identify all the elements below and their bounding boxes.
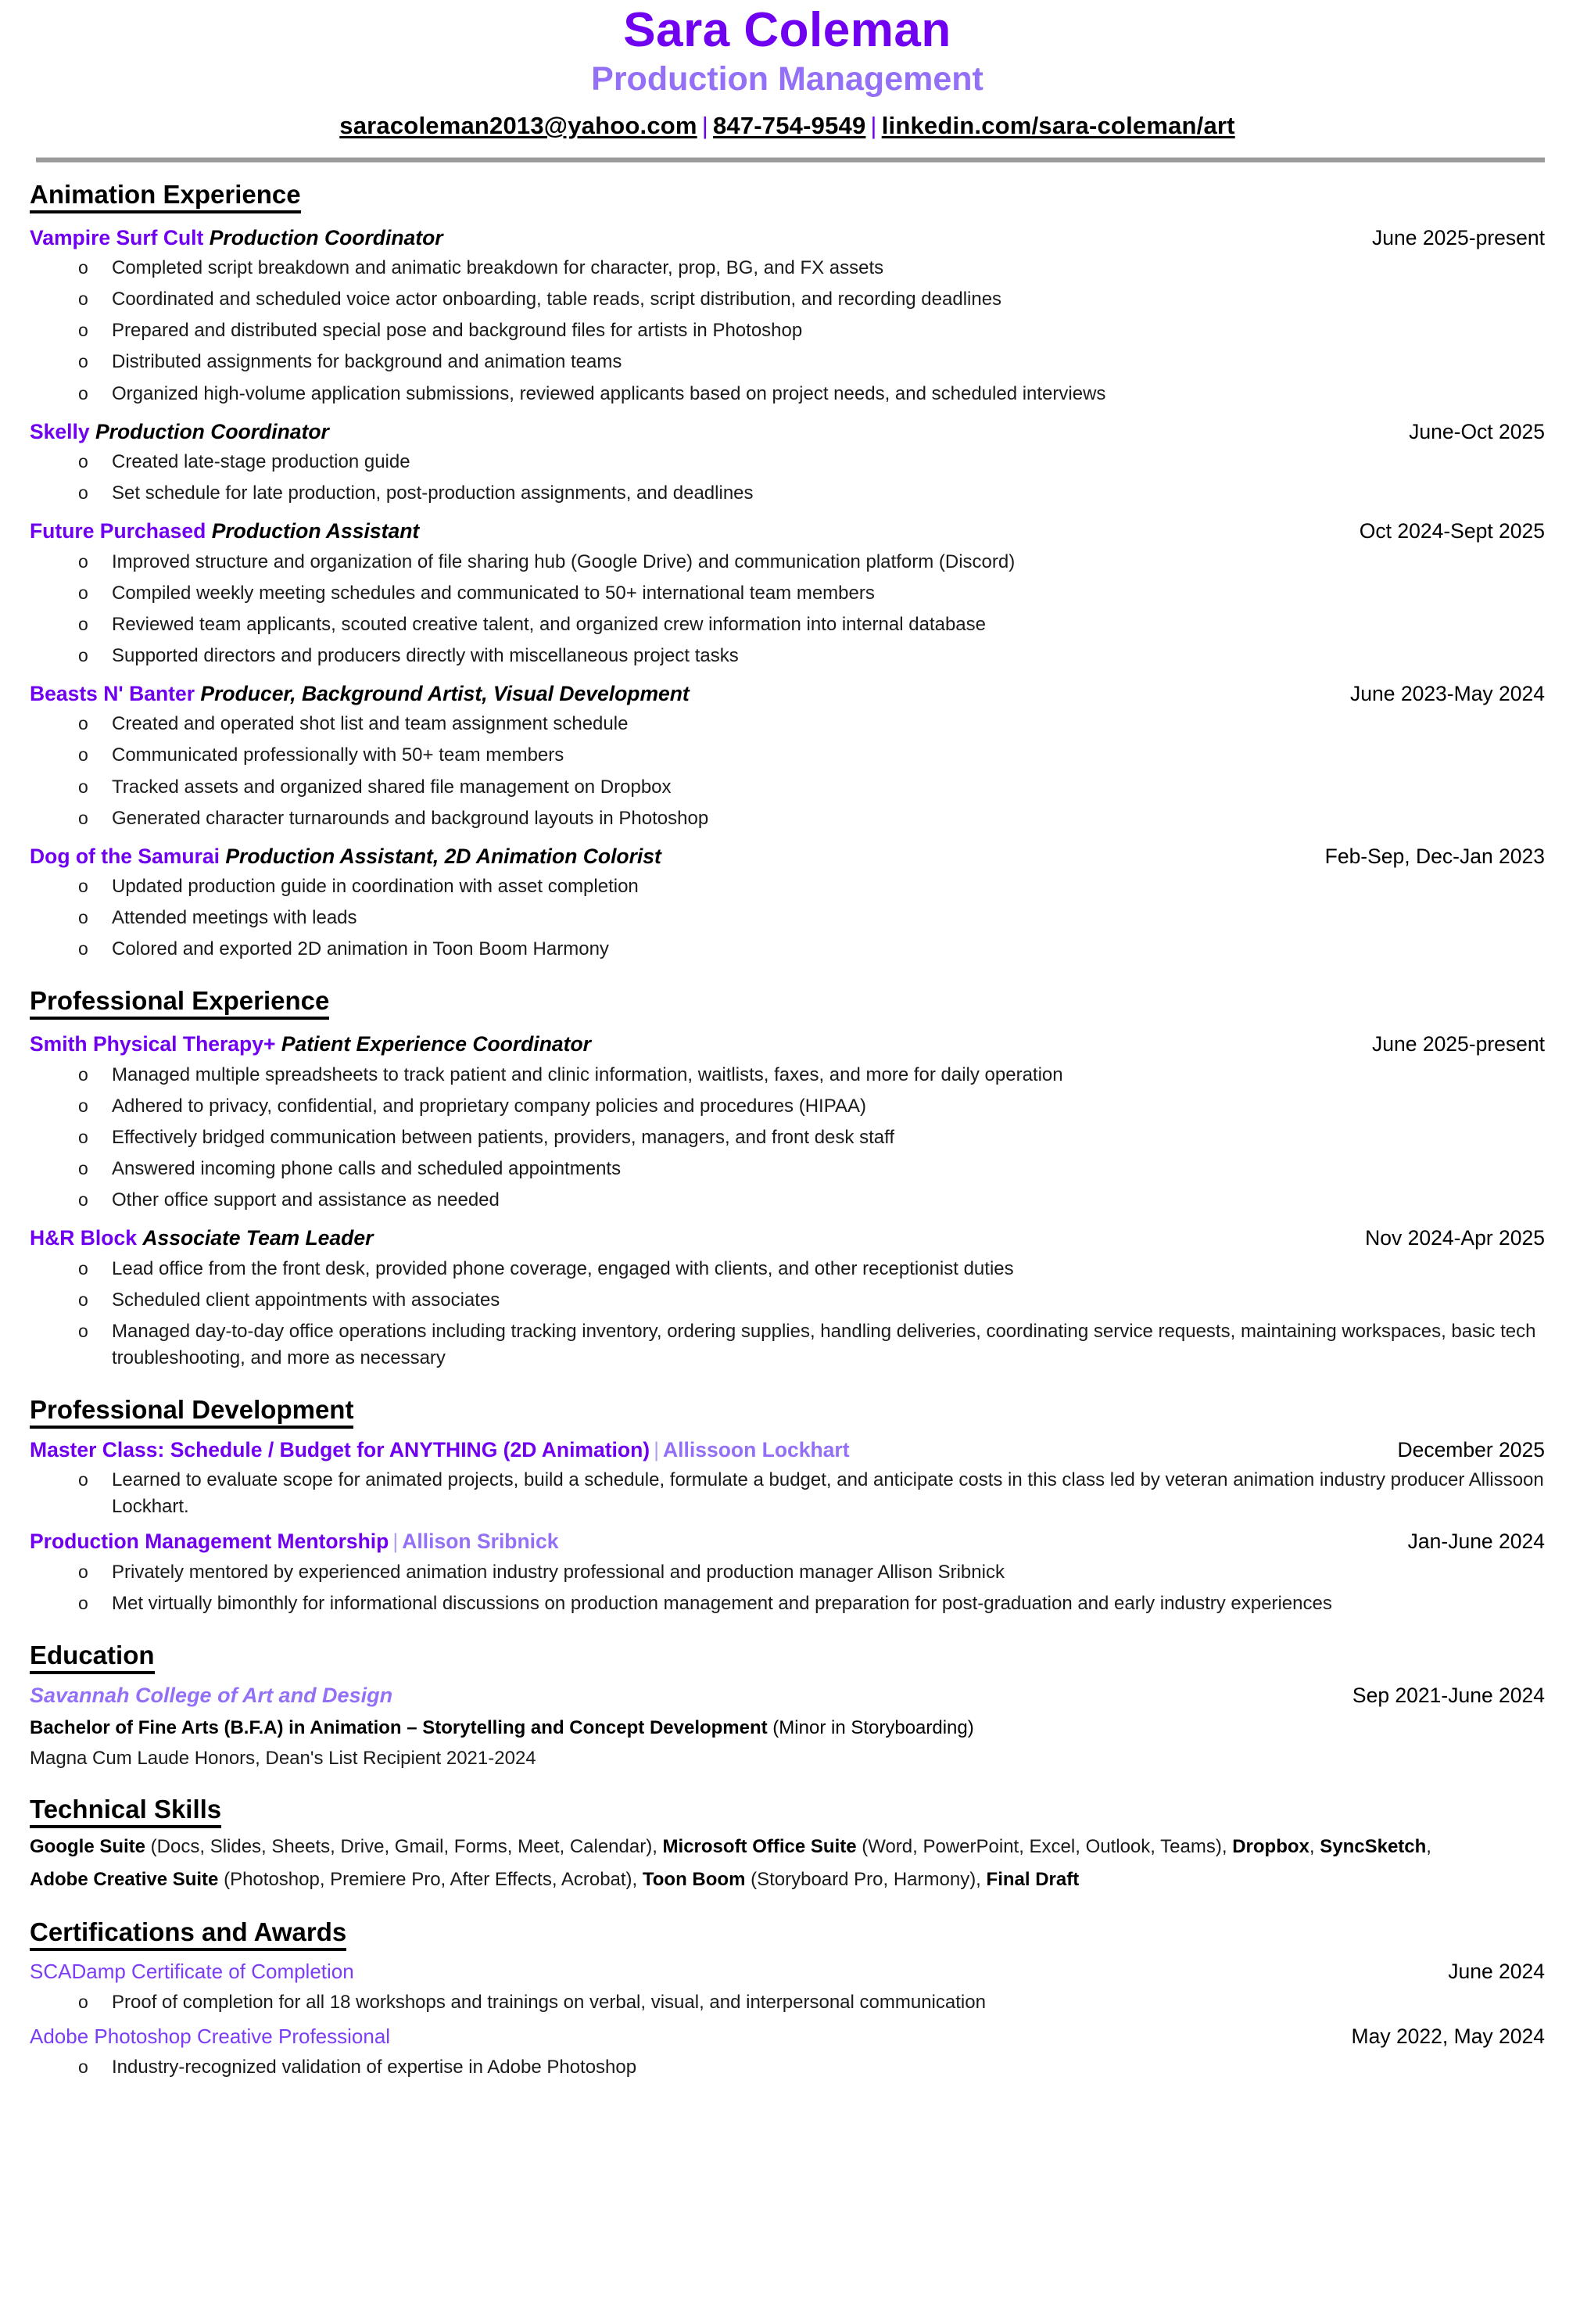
entry-date: June 2025-present — [1372, 1032, 1545, 1056]
entry-header — [30, 418, 1545, 445]
skill-group-name: Final Draft — [986, 1869, 1080, 1891]
list-item: o Communicated professionally with 50+ team members — [30, 742, 1545, 769]
bullet-list — [30, 873, 1545, 963]
list-item: o Colored and exported 2D animation in Toon Boom Harmony — [30, 936, 1545, 963]
list-item: o Organized high-volume application submissions, reviewed applicants based on project needs, and scheduled interviews — [30, 381, 1545, 407]
list-item: o Privately mentored by experienced animation industry professional and production manager Allison Sribnick — [30, 1559, 1545, 1586]
linkedin-link[interactable]: linkedin.com/sara-coleman/art — [881, 111, 1235, 139]
bullet-list — [30, 1989, 1545, 2016]
entry-title-line — [30, 224, 443, 251]
entry-header — [30, 1528, 1545, 1555]
entry-title-line — [30, 680, 690, 707]
section-education — [30, 1641, 1545, 1771]
entry-title-line — [30, 1225, 373, 1251]
list-item: o Industry-recognized validation of expertise in Adobe Photoshop — [30, 2054, 1545, 2081]
entry-header — [30, 2024, 1545, 2050]
list-item: o Completed script breakdown and animatic breakdown for character, prop, BG, and FX assets — [30, 255, 1545, 282]
list-item: o Learned to evaluate scope for animated projects, build a schedule, formulate a budget, and anticipate costs in this class led by veteran animation industry producer Allissoon Lockhart. — [30, 1467, 1545, 1520]
entry-header — [30, 843, 1545, 870]
separator-pipe: | — [654, 1437, 660, 1461]
entry-header — [30, 1436, 1545, 1463]
skill-detail: (Word, PowerPoint, Excel, Outlook, Teams), — [856, 1836, 1233, 1858]
entry-date: Sep 2021-June 2024 — [1352, 1683, 1545, 1707]
development-entry — [30, 1528, 1545, 1617]
header-divider — [36, 157, 1545, 163]
list-item: o Tracked assets and organized shared file management on Dropbox — [30, 774, 1545, 801]
development-entry — [30, 1436, 1545, 1521]
section-heading: Animation Experience — [30, 180, 301, 213]
organization-name: Vampire Surf Cult — [30, 225, 204, 249]
list-item: o Other office support and assistance as needed — [30, 1187, 1545, 1214]
degree-title: Bachelor of Fine Arts (B.F.A) in Animation – Storytelling and Concept Development — [30, 1717, 768, 1739]
entry-title-line — [30, 1528, 559, 1555]
list-item: o Supported directors and producers directly with miscellaneous project tasks — [30, 643, 1545, 669]
skill-group-name: SyncSketch — [1320, 1836, 1427, 1858]
skill-group-name: Adobe Creative Suite — [30, 1869, 219, 1891]
skill-detail: (Storyboard Pro, Harmony), — [745, 1869, 987, 1891]
professional-subtitle: Production Management — [591, 60, 983, 99]
section-heading: Education — [30, 1641, 155, 1674]
entry-title-line — [30, 843, 661, 870]
list-item: o Answered incoming phone calls and scheduled appointments — [30, 1156, 1545, 1182]
entry-date: May 2022, May 2024 — [1351, 2024, 1545, 2048]
entry-header — [30, 1031, 1545, 1057]
list-item: o Created and operated shot list and team assignment schedule — [30, 711, 1545, 737]
list-item: o Created late-stage production guide — [30, 449, 1545, 475]
section-professional-experience — [30, 986, 1545, 1372]
skill-detail: (Photoshop, Premiere Pro, After Effects, Acrobat), — [218, 1869, 643, 1891]
entry-header — [30, 1959, 1545, 1985]
education-entry — [30, 1682, 1545, 1771]
skill-detail: , — [1309, 1836, 1320, 1858]
entry-date: June 2025-present — [1372, 225, 1545, 249]
skills-line-2 — [30, 1866, 1545, 1894]
organization-name: Future Purchased — [30, 519, 206, 543]
course-title: Production Management Mentorship — [30, 1530, 389, 1554]
separator-2: | — [870, 111, 877, 139]
list-item: o Improved structure and organization of file sharing hub (Google Drive) and communication platform (Discord) — [30, 549, 1545, 576]
section-animation-experience — [30, 180, 1545, 963]
certification-name: Adobe Photoshop Creative Professional — [30, 2024, 391, 2048]
organization-name: Smith Physical Therapy+ — [30, 1032, 276, 1056]
skill-detail: (Docs, Slides, Sheets, Drive, Gmail, Forms, Meet, Calendar), — [145, 1836, 663, 1858]
organization-name: Beasts N' Banter — [30, 681, 195, 705]
entry-date: June 2023-May 2024 — [1350, 681, 1545, 705]
list-item: o Managed multiple spreadsheets to track patient and clinic information, waitlists, faxes, and more for daily operation — [30, 1062, 1545, 1088]
skill-group-name: Google Suite — [30, 1836, 146, 1858]
entry-title-line — [30, 1436, 850, 1463]
entry-header — [30, 1682, 1545, 1709]
bullet-list — [30, 2054, 1545, 2081]
degree-minor: (Minor in Storyboarding) — [767, 1717, 974, 1739]
entry-date: Oct 2024-Sept 2025 — [1359, 519, 1545, 543]
list-item: o Coordinated and scheduled voice actor onboarding, table reads, script distribution, and recording deadlines — [30, 286, 1545, 313]
list-item: o Met virtually bimonthly for informational discussions on production management and preparation for post-graduation and early industry experiences — [30, 1591, 1545, 1617]
list-item: o Distributed assignments for background and animation teams — [30, 349, 1545, 375]
instructor-name: Allissoon Lockhart — [663, 1437, 850, 1461]
list-item: o Managed day-to-day office operations including tracking inventory, ordering supplies, handling deliveries, coordinating service requests, maintaining workspaces, basic tech troubleshooting, and more as necessary — [30, 1318, 1545, 1372]
entry-date: Nov 2024-Apr 2025 — [1365, 1226, 1545, 1250]
experience-entry — [30, 680, 1545, 832]
certification-name: SCADamp Certificate of Completion — [30, 1960, 354, 1984]
job-role: Patient Experience Coordinator — [281, 1032, 591, 1056]
list-item: o Compiled weekly meeting schedules and communicated to 50+ international team members — [30, 580, 1545, 607]
phone-link[interactable]: 847-754-9549 — [712, 111, 866, 139]
list-item: o Generated character turnarounds and background layouts in Photoshop — [30, 805, 1545, 832]
skills-line-1 — [30, 1833, 1545, 1861]
separator-pipe: | — [392, 1530, 399, 1554]
mentor-name: Allison Sribnick — [402, 1530, 559, 1554]
skill-group-name: Toon Boom — [642, 1869, 746, 1891]
bullet-list — [30, 255, 1545, 407]
list-item: o Lead office from the front desk, provided phone coverage, engaged with clients, and other receptionist duties — [30, 1256, 1545, 1282]
experience-entry — [30, 518, 1545, 669]
bullet-list — [30, 1256, 1545, 1372]
entry-header — [30, 224, 1545, 251]
honors-line: Magna Cum Laude Honors, Dean's List Recipient 2021-2024 — [30, 1747, 536, 1769]
entry-title-line — [30, 518, 419, 544]
job-role: Production Assistant, 2D Animation Colorist — [225, 844, 661, 868]
entry-date: Feb-Sep, Dec-Jan 2023 — [1324, 844, 1545, 868]
list-item: o Effectively bridged communication between patients, providers, managers, and front desk staff — [30, 1124, 1545, 1151]
contact-line — [30, 112, 1545, 140]
organization-name: Skelly — [30, 419, 90, 443]
experience-entry — [30, 1225, 1545, 1372]
skill-group-name: Dropbox — [1232, 1836, 1310, 1858]
certification-entry — [30, 2024, 1545, 2081]
list-item: o Attended meetings with leads — [30, 905, 1545, 931]
section-certifications — [30, 1917, 1545, 2081]
entry-title-line — [30, 1031, 591, 1057]
section-technical-skills — [30, 1795, 1545, 1894]
course-title: Master Class: Schedule / Budget for ANYTHING (2D Animation) — [30, 1437, 650, 1461]
entry-header — [30, 680, 1545, 707]
entry-header — [30, 1225, 1545, 1251]
job-role: Producer, Background Artist, Visual Development — [200, 681, 690, 705]
page-title: Sara Coleman — [623, 3, 951, 57]
section-professional-development — [30, 1395, 1545, 1617]
organization-name: H&R Block — [30, 1226, 137, 1250]
certification-entry — [30, 1959, 1545, 2016]
list-item: o Reviewed team applicants, scouted creative talent, and organized crew information into internal database — [30, 611, 1545, 638]
skill-group-name: Microsoft Office Suite — [662, 1836, 857, 1858]
bullet-list — [30, 1062, 1545, 1214]
entry-date: December 2025 — [1397, 1437, 1545, 1461]
bullet-list — [30, 1467, 1545, 1520]
entry-header — [30, 518, 1545, 544]
job-role: Production Assistant — [211, 519, 420, 543]
school-name: Savannah College of Art and Design — [30, 1683, 393, 1707]
job-role: Production Coordinator — [95, 419, 329, 443]
experience-entry — [30, 418, 1545, 507]
experience-entry — [30, 1031, 1545, 1214]
list-item: o Prepared and distributed special pose and background files for artists in Photoshop — [30, 317, 1545, 344]
organization-name: Dog of the Samurai — [30, 844, 220, 868]
skill-detail: , — [1426, 1836, 1431, 1858]
bullet-list — [30, 711, 1545, 831]
list-item: o Set schedule for late production, post-production assignments, and deadlines — [30, 480, 1545, 507]
experience-entry — [30, 843, 1545, 963]
email-link[interactable]: saracoleman2013@yahoo.com — [339, 111, 697, 139]
job-role: Production Coordinator — [209, 225, 443, 249]
entry-date: Jan-June 2024 — [1407, 1530, 1545, 1554]
bullet-list — [30, 549, 1545, 669]
list-item: o Updated production guide in coordination with asset completion — [30, 873, 1545, 900]
section-heading: Technical Skills — [30, 1795, 221, 1828]
section-heading: Professional Development — [30, 1395, 353, 1429]
separator-1: | — [701, 111, 708, 139]
list-item: o Scheduled client appointments with associates — [30, 1287, 1545, 1314]
section-heading: Professional Experience — [30, 986, 329, 1020]
entry-date: June-Oct 2025 — [1409, 419, 1545, 443]
entry-date: June 2024 — [1448, 1960, 1545, 1984]
section-heading: Certifications and Awards — [30, 1917, 346, 1951]
list-item: o Adhered to privacy, confidential, and proprietary company policies and procedures (HIPAA) — [30, 1093, 1545, 1120]
entry-title-line — [30, 418, 329, 445]
list-item: o Proof of completion for all 18 workshops and trainings on verbal, visual, and interpersonal communication — [30, 1989, 1545, 2016]
experience-entry — [30, 224, 1545, 407]
bullet-list — [30, 1559, 1545, 1617]
degree-line — [30, 1715, 1545, 1741]
bullet-list — [30, 449, 1545, 507]
job-role: Associate Team Leader — [142, 1226, 374, 1250]
